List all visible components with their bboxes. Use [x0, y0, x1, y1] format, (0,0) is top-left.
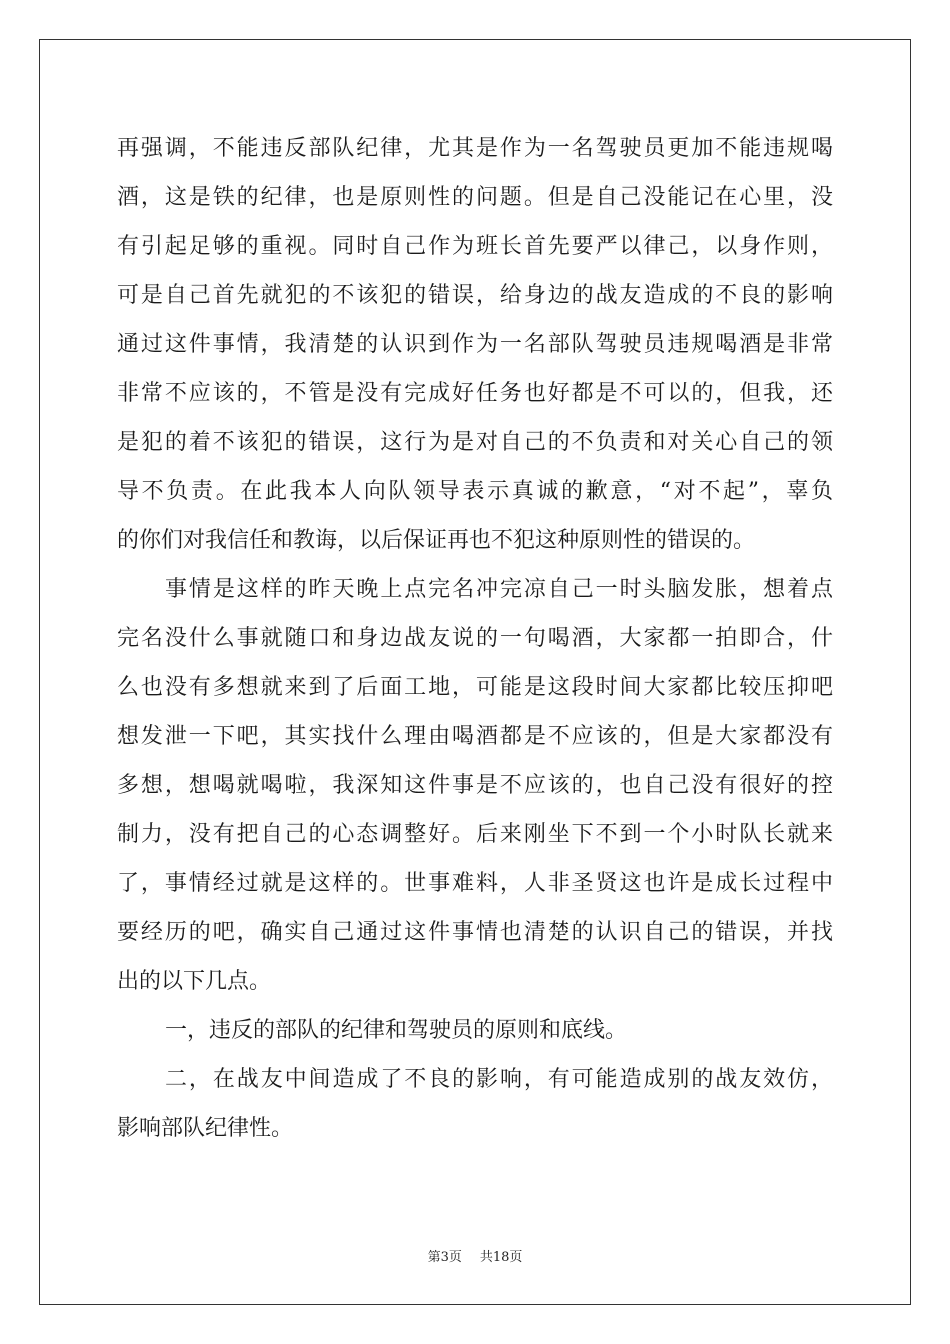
text-line: 非常不应该的，不管是没有完成好任务也好都是不可以的，但我，还: [117, 381, 833, 406]
text-line: 要经历的吧，确实自己通过这件事情也清楚的认识自己的错误，并找: [117, 920, 833, 945]
text-line: 导不负责。在此我本人向队领导表示真诚的歉意，“对不起”，辜负: [117, 479, 833, 504]
text-line: 多想，想喝就喝啦，我深知这件事是不应该的，也自己没有很好的控: [117, 773, 833, 798]
text-line: 二，在战友中间造成了不良的影响，有可能造成别的战友效仿，: [165, 1067, 833, 1092]
text-line: 想发泄一下吧，其实找什么理由喝酒都是不应该的，但是大家都没有: [117, 724, 833, 749]
page-footer: [0, 1246, 950, 1265]
text-line: 的你们对我信任和教诲，以后保证再也不犯这种原则性的错误的。: [117, 528, 756, 553]
text-line: 有引起足够的重视。同时自己作为班长首先要严以律己，以身作则，: [117, 234, 833, 259]
text-line: 么也没有多想就来到了后面工地，可能是这段时间大家都比较压抑吧: [117, 675, 833, 700]
text-line: 酒，这是铁的纪律，也是原则性的问题。但是自己没能记在心里，没: [117, 185, 833, 210]
text-line: 是犯的着不该犯的错误，这行为是对自己的不负责和对关心自己的领: [117, 430, 833, 455]
text-line: 可是自己首先就犯的不该犯的错误，给身边的战友造成的不良的影响: [117, 283, 833, 308]
text-line: 制力，没有把自己的心态调整好。后来刚坐下不到一个小时队长就来: [117, 822, 833, 847]
document-body: [117, 124, 833, 1153]
text-line: 一，违反的部队的纪律和驾驶员的原则和底线。: [165, 1018, 628, 1043]
text-line: 完名没什么事就随口和身边战友说的一句喝酒，大家都一拍即合，什: [117, 626, 833, 651]
page-total: 共18页: [479, 1250, 523, 1265]
text-line: 了，事情经过就是这样的。世事难料，人非圣贤这也许是成长过程中: [117, 871, 833, 896]
text-line: 再强调，不能违反部队纪律，尤其是作为一名驾驶员更加不能违规喝: [117, 136, 833, 161]
text-line: 通过这件事情，我清楚的认识到作为一名部队驾驶员违规喝酒是非常: [117, 332, 833, 357]
text-line: 出的以下几点。: [117, 969, 272, 994]
text-line: 影响部队纪律性。: [117, 1116, 294, 1141]
text-line: 事情是这样的昨天晚上点完名冲完凉自己一时头脑发胀，想着点: [165, 577, 833, 602]
page-number: 第3页: [427, 1250, 462, 1265]
